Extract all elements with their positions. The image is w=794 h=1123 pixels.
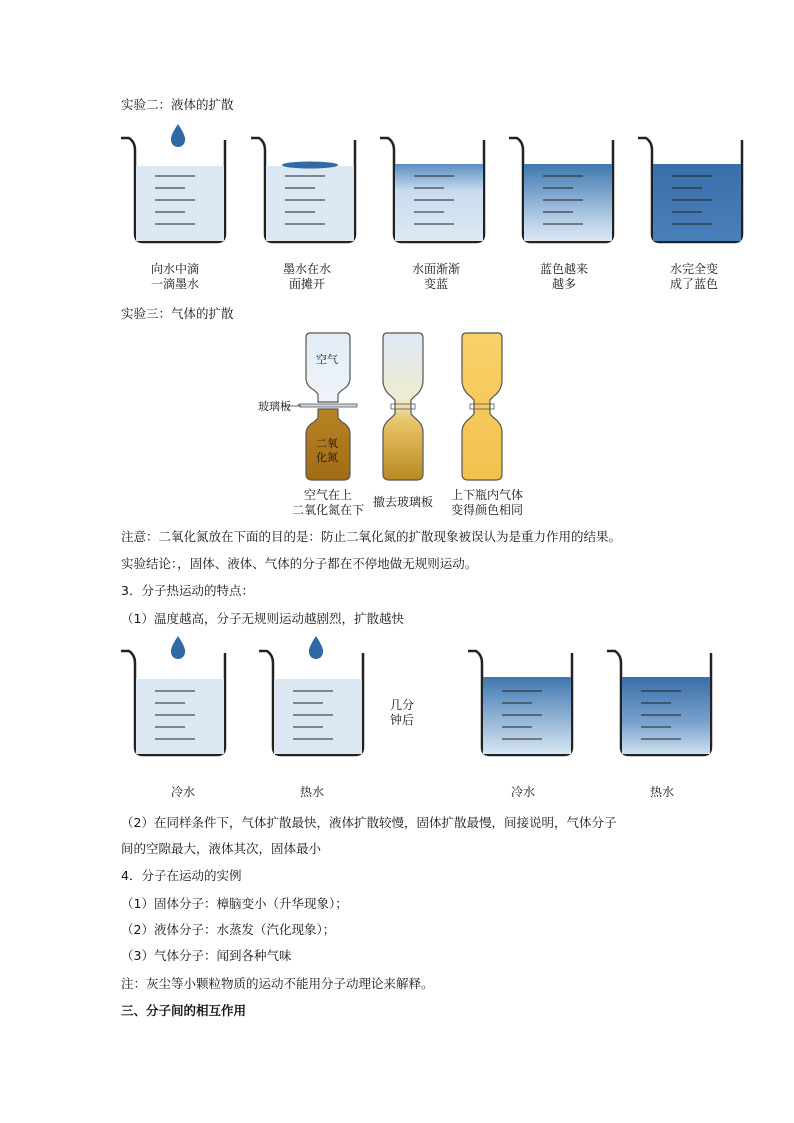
- exp2-caption-1: 向水中滴 一滴墨水: [150, 262, 199, 291]
- ink-drop-hot: [309, 636, 323, 659]
- beaker-4: [509, 138, 613, 242]
- section3-item2-line2: 间的空隙最大，液体其次，固体最小: [121, 841, 322, 856]
- exp2-caption-4: 蓝色越来 越多: [539, 262, 588, 291]
- section3-title: 3．分子热运动的特点：: [121, 583, 254, 598]
- no2-label-2: 化氮: [316, 451, 338, 464]
- after-label: 几分 钟后: [389, 698, 414, 727]
- beaker-hot-after: [607, 651, 711, 755]
- bottle-pair-opened: [383, 333, 423, 480]
- section4-item-2: （2）液体分子：水蒸发（汽化现象）；: [121, 922, 336, 937]
- bottle-pair-mixed: [462, 333, 502, 480]
- beaker-5: [638, 138, 742, 242]
- beaker-1: [121, 138, 225, 242]
- beaker-2: [251, 138, 355, 242]
- section4-item-1: （1）固体分子：樟脑变小（升华现象）；: [121, 896, 348, 911]
- beaker-cold-before: [121, 651, 225, 755]
- beaker-3: [380, 138, 484, 242]
- section4-note: 注：灰尘等小颗粒物质的运动不能用分子动理论来解释。: [121, 976, 434, 991]
- beaker-cold-after: [468, 651, 572, 755]
- section4-item-3: （3）气体分子：闻到各种气味: [121, 948, 292, 963]
- exp2-title: 实验二：液体的扩散: [121, 97, 234, 112]
- sec3-caption-hot-2: 热水: [649, 785, 674, 799]
- air-label: 空气: [316, 353, 338, 366]
- section-last-title: 三、分子间的相互作用: [121, 1003, 247, 1018]
- note-no2: 注意：二氧化氮放在下面的目的是：防止二氧化氮的扩散现象被误认为是重力作用的结果。: [121, 529, 622, 544]
- exp2-caption-2: 墨水在水 面摊开: [282, 262, 331, 291]
- no2-label-1: 二氧: [316, 437, 338, 450]
- sec3-caption-cold-2: 冷水: [510, 785, 535, 799]
- exp2-caption-3: 水面渐渐 变蓝: [411, 262, 460, 291]
- glass-plate-label: 玻璃板: [258, 400, 291, 413]
- section3-item2-line1: （2）在同样条件下，气体扩散最快，液体扩散较慢，固体扩散最慢，间接说明，气体分子: [121, 815, 617, 830]
- ink-drop-1: [171, 124, 185, 147]
- exp3-title: 实验三：气体的扩散: [121, 306, 234, 321]
- sec3-caption-hot-1: 热水: [299, 785, 324, 799]
- exp2-caption-5: 水完全变 成了蓝色: [669, 262, 718, 291]
- section4-title: 4．分子在运动的实例: [121, 868, 242, 883]
- conclusion: 实验结论：，固体、液体、气体的分子都在不停地做无规则运动。: [121, 556, 478, 571]
- ink-drop-cold: [171, 636, 185, 659]
- exp3-caption-3: 上下瓶内气体 变得颜色相同: [450, 488, 523, 517]
- section3-item1: （1）温度越高，分子无规则运动越剧烈，扩散越快: [121, 611, 404, 626]
- beaker-hot-before: [259, 651, 363, 755]
- exp3-caption-1: 空气在上 二氧化氮在下: [291, 488, 364, 517]
- exp3-caption-2: 撤去玻璃板: [372, 495, 433, 509]
- sec3-caption-cold-1: 冷水: [170, 785, 195, 799]
